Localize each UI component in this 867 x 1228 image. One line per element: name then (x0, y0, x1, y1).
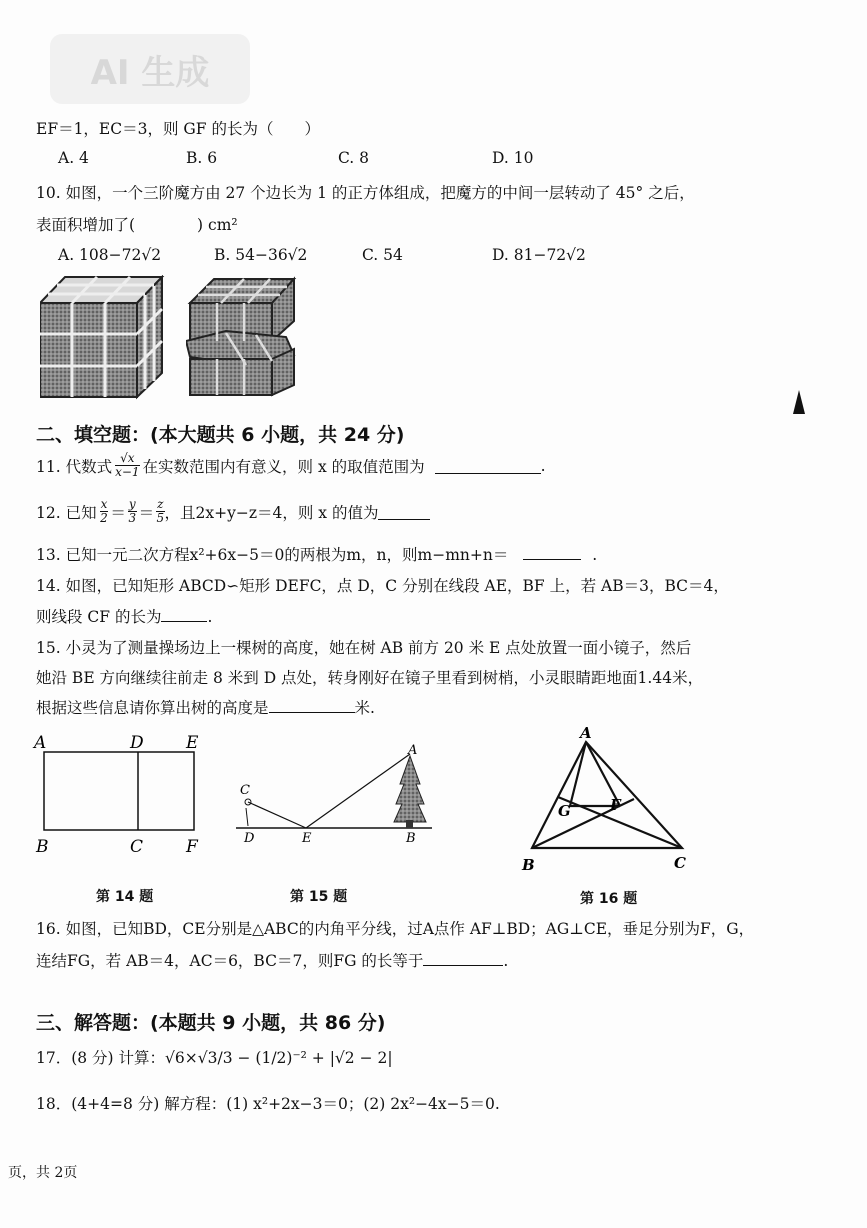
q9-option-d: D. 10 (492, 149, 534, 167)
fig15-label-b: B (406, 831, 416, 846)
fig15-label-d: D (244, 831, 255, 846)
fig14-label-b: B (36, 837, 49, 857)
q11-pre: 11. 代数式 (36, 457, 113, 476)
fig15-label-c: C (240, 783, 250, 798)
q12-post: ，且2x+y−z＝4，则 x 的值为 (164, 503, 379, 522)
q11: 11. 代数式 $\frac{√x}{x-1}$ 在实数范围内有意义，则 x 的取值范围为 . (36, 451, 546, 479)
page-footer: 页，共 2页 (8, 1165, 78, 1181)
q15-line1: 15. 小灵为了测量操场边上一棵树的高度，她在树 AB 前方 20 米 E 点处放置一面小镜子，然后 (36, 639, 692, 657)
rubik-cube-figure (40, 275, 165, 400)
fig16-label-g: G (558, 802, 571, 820)
fig14-label-a: A (34, 733, 47, 753)
fig15-caption: 第 15 题 (290, 889, 348, 905)
ai-watermark: AI 生成 (50, 34, 250, 104)
q15-line3: 根据这些信息请你算出树的高度是 (36, 699, 269, 717)
q10-line1: 10. 如图，一个三阶魔方由 27 个边长为 1 的正方体组成，把魔方的中间一层转动了 45° 之后， (36, 184, 695, 202)
q10-option-a: A. 108−72√2 (58, 246, 162, 264)
q14-line2: 则线段 CF 的长为 (36, 608, 162, 626)
q11-blank (435, 458, 541, 474)
q10-option-b: B. 54−36√2 (214, 246, 308, 264)
fig16-label-c: C (674, 854, 686, 872)
q12: 12. 已知 $\frac{x}{2}$ ＝ $\frac{y}{3}$ ＝ $\frac{z}{5}$ ，且2x+y−z＝4，则 x 的值为 (36, 498, 430, 525)
fig15-label-e: E (302, 831, 312, 846)
q12-blank (378, 504, 430, 520)
q16-line2-wrap: 连结FG，若 AB＝4，AC＝6，BC＝7，则FG 的长等于 . (36, 952, 509, 970)
q15-line3-wrap: 根据这些信息请你算出树的高度是 米. (36, 699, 375, 717)
fig14-label-e: E (186, 733, 199, 753)
q9-option-a: A. 4 (58, 149, 89, 167)
q9-option-c: C. 8 (338, 149, 370, 167)
figure-15 (232, 740, 442, 855)
q10-option-c: C. 54 (362, 246, 403, 264)
q16-line1: 16. 如图，已知BD，CE分别是△ABC的内角平分线，过A点作 AF⊥BD；AG⊥CE，垂足分别为F，G， (36, 920, 755, 938)
q16-line2: 连结FG，若 AB＝4，AC＝6，BC＝7，则FG 的长等于 (36, 952, 424, 970)
q11-post: 在实数范围内有意义，则 x 的取值范围为 (142, 457, 425, 476)
q14-line2-wrap: 则线段 CF 的长为 . (36, 608, 213, 626)
fig16-caption: 第 16 题 (580, 891, 638, 907)
figure-14 (30, 728, 220, 858)
fig16-label-f: F (610, 796, 621, 814)
fig14-caption: 第 14 题 (96, 889, 154, 905)
section2-title: 二、填空题：(本大题共 6 小题，共 24 分) (36, 424, 405, 446)
q18: 18．(4+4=8 分) 解方程：(1) x²+2x−3＝0；(2) 2x²−4x−5＝0. (36, 1095, 500, 1113)
q10-option-d: D. 81−72√2 (492, 246, 586, 264)
q9-option-b: B. 6 (186, 149, 218, 167)
fig14-label-c: C (130, 837, 144, 857)
page-mark (793, 390, 805, 414)
q10-line2: 表面积增加了( ) cm² (36, 216, 238, 234)
q13: 13. 已知一元二次方程x²+6x−5＝0的两根为m，n，则m−mn+n＝ . (36, 546, 598, 564)
figure-16 (516, 720, 696, 880)
q14-blank (161, 606, 207, 622)
fig14-label-f: F (186, 837, 198, 857)
q14-line1: 14. 如图，已知矩形 ABCD∽矩形 DEFC，点 D，C 分别在线段 AE，BF 上，若 AB＝3，BC＝4， (36, 577, 729, 595)
q15-blank (269, 697, 355, 713)
fig14-label-d: D (130, 733, 144, 753)
fig15-label-a: A (408, 743, 418, 758)
q9-tail: EF＝1，EC＝3，则 GF 的长为（ ） (36, 120, 320, 138)
q12-pre: 12. 已知 (36, 503, 97, 522)
rotated-cube-figure (186, 275, 298, 400)
q16-blank (423, 950, 503, 966)
q13-text: 13. 已知一元二次方程x²+6x−5＝0的两根为m，n，则m−mn+n＝ (36, 546, 509, 564)
q15-line2: 她沿 BE 方向继续往前走 8 米到 D 点处，转身刚好在镜子里看到树梢，小灵眼睛距地面1.44米， (36, 669, 704, 687)
fig16-label-a: A (580, 724, 592, 742)
section3-title: 三、解答题：(本题共 9 小题，共 86 分) (36, 1012, 386, 1034)
fig16-label-b: B (522, 856, 535, 874)
q13-blank (523, 544, 581, 560)
q17: 17．(8 分) 计算：√6×√3/3 − (1/2)⁻² + |√2 − 2| (36, 1049, 393, 1067)
q11-fraction: $\frac{√x}{x-1}$ (115, 451, 140, 479)
